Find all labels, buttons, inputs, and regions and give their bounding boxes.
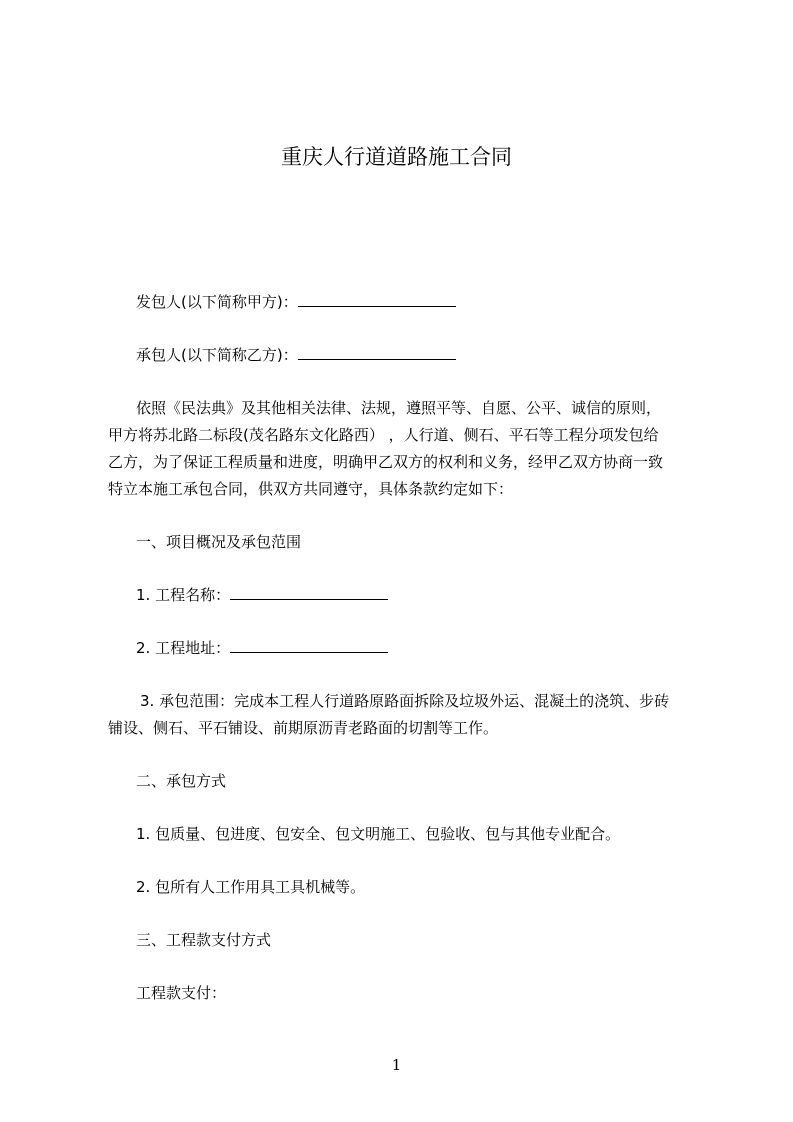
project-address-line: [136, 638, 388, 658]
project-name-blank[interactable]: [230, 586, 388, 600]
contract-method-item-1: 1. 包质量、包进度、包安全、包文明施工、包验收、包与其他专业配合。: [136, 825, 621, 843]
section-3-heading: 三、工程款支付方式: [136, 931, 272, 949]
intro-line-3: 乙方，为了保证工程质量和进度，明确甲乙双方的权利和义务，经甲乙双方协商一致: [108, 453, 664, 471]
payment-label: 工程款支付：: [136, 984, 227, 1002]
issuer-line: [136, 292, 456, 312]
section-1-heading: 一、项目概况及承包范围: [136, 533, 302, 551]
page-number: 1: [391, 1056, 402, 1074]
contract-method-item-2: 2. 包所有人工作用具工具机械等。: [136, 878, 366, 896]
intro-line-2: 甲方将苏北路二标段(茂名路东文化路西） ，人行道、侧石、平石等工程分项发包给: [108, 426, 659, 444]
project-address-label: 2. 工程地址：: [136, 639, 231, 657]
scope-line-2: 铺设、侧石、平石铺设、前期原沥青老路面的切割等工作。: [108, 719, 499, 737]
intro-line-1: 依照《民法典》及其他相关法律、法规，遵照平等、自愿、公平、诚信的原则，: [136, 399, 662, 417]
contractor-label: 承包人(以下简称乙方)：: [136, 346, 298, 364]
scope-line-1: 3. 承包范围：完成本工程人行道路原路面拆除及垃圾外运、混凝土的浇筑、步砖: [140, 692, 670, 710]
project-name-line: [136, 585, 388, 605]
intro-line-4: 特立本施工承包合同，供双方共同遵守，具体条款约定如下：: [108, 480, 514, 498]
issuer-blank[interactable]: [298, 293, 456, 307]
issuer-label: 发包人(以下简称甲方)：: [136, 293, 298, 311]
project-name-label: 1. 工程名称：: [136, 586, 231, 604]
contractor-line: [136, 345, 456, 365]
contractor-blank[interactable]: [298, 346, 456, 360]
section-2-heading: 二、承包方式: [136, 772, 227, 790]
document-title: 重庆人行道道路施工合同: [281, 145, 512, 169]
project-address-blank[interactable]: [230, 639, 388, 653]
